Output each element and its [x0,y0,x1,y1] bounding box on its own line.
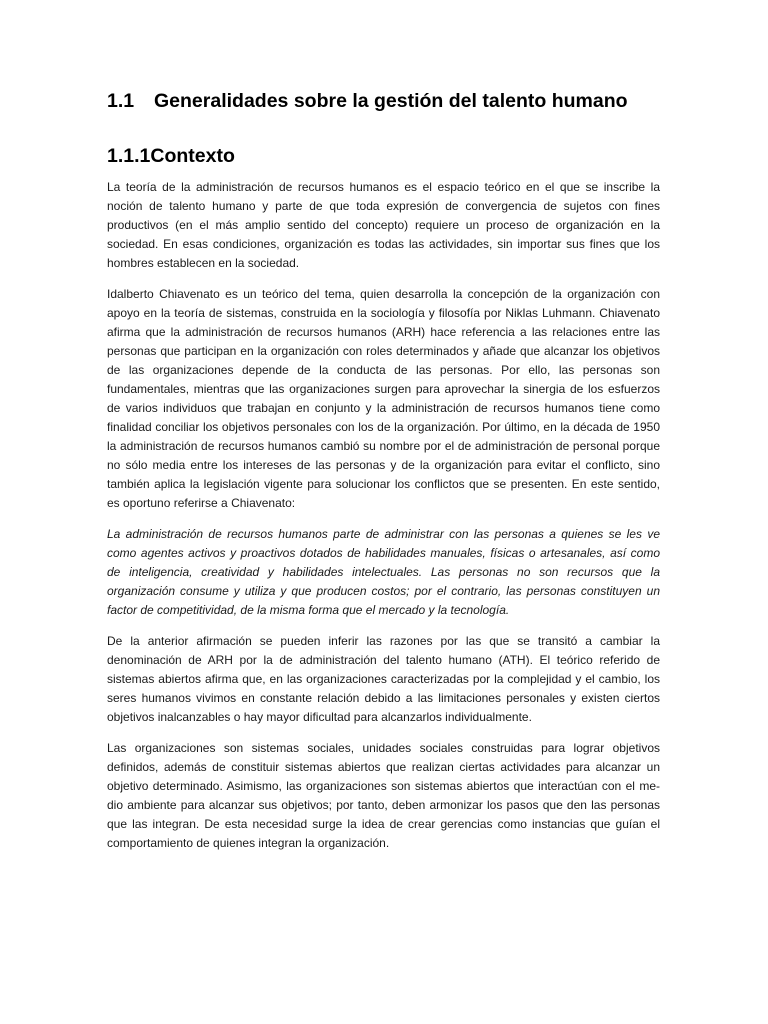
subsection-heading: 1.1.1Contexto [107,145,235,167]
paragraph-chiavenato: Idalberto Chiavenato es un teórico del tema, quien desarrolla la concepción de la organización con apoyo en la teoría de sistemas, construida en la sociología y filosofía por Niklas Luhmann. Chiavenato afirma que la administración de recursos humanos (ARH) hace referencia a las relaciones entre las personas que participan en la organización con roles determinados y añade que alcanzar los objetivos de las organizaciones depende de la conducta de las personas. Por ello, las personas son fundamentales, mientras que las organizaciones surgen para aprovechar la sinergia de los esfuerzos de varios individuos que trabajan en conjunto y la administración de recursos humanos tiene como finalidad conciliar los objetivos personales con los de la organización. Por último, en la década de 1950 la administración de recursos humanos cambió su nombre por el de administración de personal porque no sólo media entre los intereses de las personas y de la organización para evitar el conflicto, sino también aplica la legislación vigente para solucionar los conflictos que se presenten. En este sentido, es oportuno referirse a Chiavenato: [107,287,660,510]
body-text [107,178,660,865]
paragraph-organizations: Las organizaciones son sistemas sociales, unidades sociales construidas para lograr objetivos definidos, además de constituir sistemas abiertos que realizan ciertas actividades para alcanzar un objetivo determinado. Asimismo, las organizaciones son sistemas abiertos que interactúan con el me- dio ambiente para alcanzar sus objetivos; por tanto, deben armonizar los pasos que den las personas que las integran. De esta necesidad surge la idea de crear gerencias como instancias que guían el comportamiento de quienes integran la organización. [107,741,660,850]
section-number: 1.1 [107,90,135,112]
paragraph-inference: De la anterior afirmación se pueden inferir las razones por las que se transitó a cambiar la denominación de ARH por la de administración del talento humano (ATH). El teórico referido de sistemas abiertos afirma que, en las organizaciones caracterizadas por la complejidad y el cambio, los seres humanos vivimos en constante relación debido a las limitaciones personales y existen ciertos objetivos inalcanzables o hay mayor dificultad para alcanzarlos individualmente. [107,634,660,724]
section-title: Generalidades sobre la gestión del talento humano [154,90,628,112]
section-heading [107,90,667,113]
block-quote: La administración de recursos humanos parte de administrar con las personas a quienes se les ve como agentes activos y proactivos dotados de habilidades manuales, físicas o artesanales, así como de inteligencia, creatividad y habilidades intelectuales. Las personas no son recursos que la organización consume y utiliza y que producen costos; por el contrario, las personas constituyen un factor de competitividad, de la misma forma que el mercado y la tecnología. [107,527,660,617]
paragraph-intro: La teoría de la administración de recursos humanos es el espacio teórico en el que se inscribe la noción de talento humano y parte de que toda expresión de convergencia de sujetos con fines productivos (en el más amplio sentido del concepto) requiere un proceso de organización en la sociedad. En esas condiciones, organización es todas las actividades, sin importar sus fines que los hombres establecen en la sociedad. [107,180,660,270]
